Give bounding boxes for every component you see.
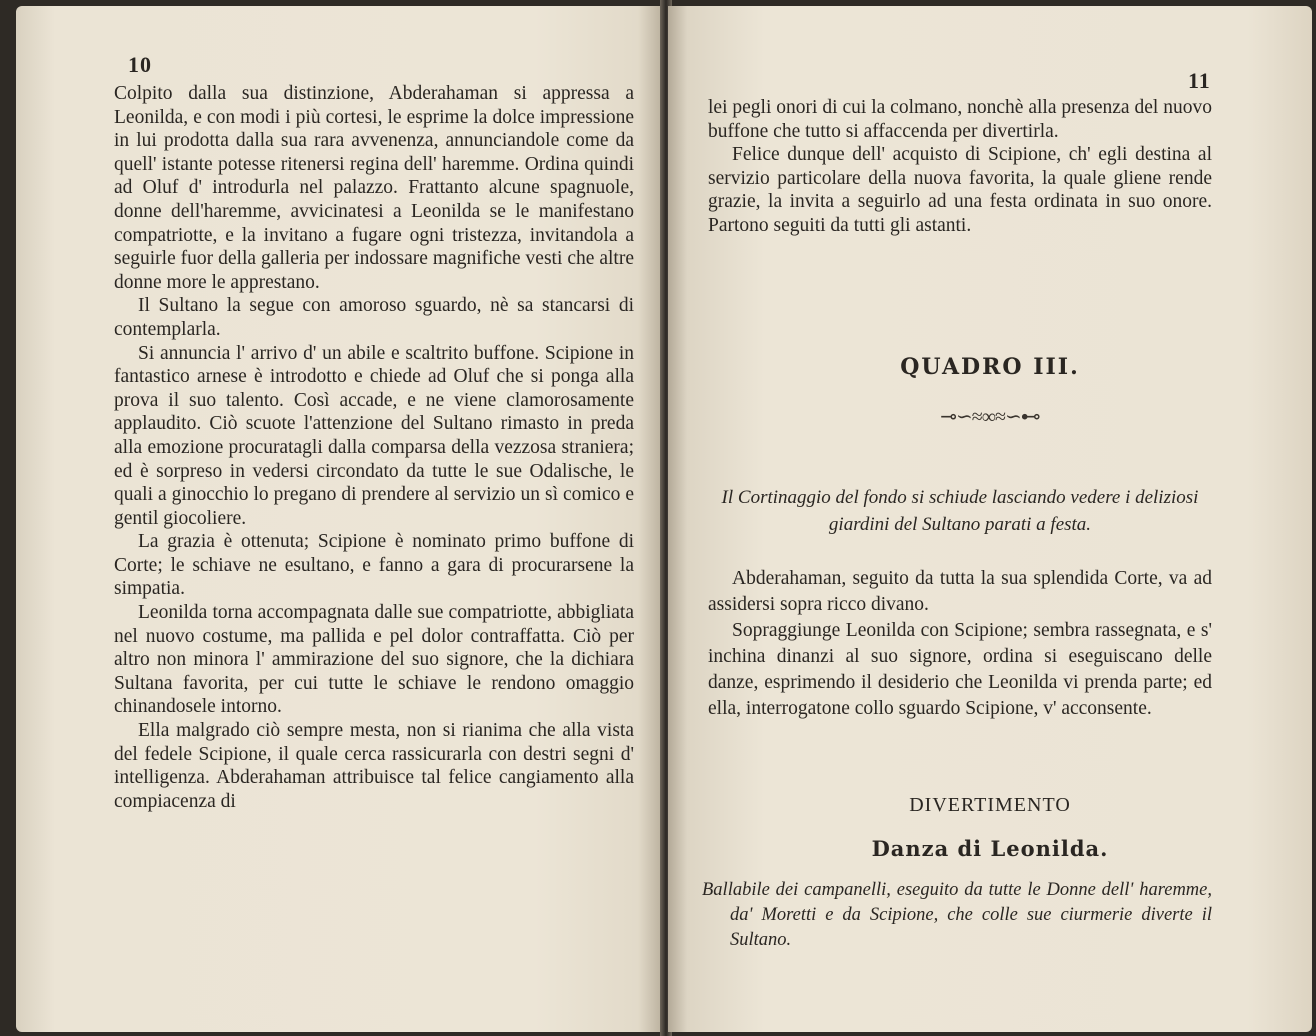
paragraph: Ballabile dei campanelli, eseguito da tutte le Donne dell' haremme, da' Moretti e da Scipione, che colle sue ciurmerie diverte il Sultano. (702, 880, 1212, 950)
left-page-text (114, 82, 634, 813)
paragraph: Il Sultano la segue con amoroso sguardo, nè sa stancarsi di contemplarla. (114, 295, 634, 340)
ballabile-description (702, 878, 1212, 953)
paragraph: Leonilda torna accompagnata dalle sue compatriotte, abbigliata nel nuovo costume, ma pallida e pel dolor contraffatta. Ciò per altro non minora l' ammirazione del suo signore, che la dichiara Sultana favorita, per cui tutte le schiave le rendono omaggio chinandosele intorno. (114, 602, 634, 718)
paragraph: La grazia è ottenuta; Scipione è nominato primo buffone di Corte; le schiave ne esultano, e fanno a gara di procurarsene la simpatia. (114, 531, 634, 600)
right-page-body-text (708, 566, 1212, 722)
danza-heading: Danza di Leonilda. (871, 836, 1109, 861)
page-number: 10 (128, 52, 152, 77)
stage-direction: Il Cortinaggio del fondo si schiude lasciando vedere i deliziosi giardini del Sultano parati a festa. (721, 487, 1199, 535)
left-page (16, 6, 664, 1032)
paragraph: lei pegli onori di cui la colmano, nonchè alla presenza del nuovo buffone che tutto si affaccenda per divertirla. (708, 97, 1212, 142)
section-title: QUADRO III. (900, 354, 1080, 380)
paragraph: Colpito dalla sua distinzione, Abderahaman si appressa a Leonilda, e con modi i più cortesi, le esprime la dolce impressione in lui prodotta dalla sua rara avvenenza, annunciandole come da quell' istante potesse ritenersi regina dell' haremme. Ordina quindi ad Oluf d' introdurla nel palazzo. Frattanto alcune spagnuole, donne dell'haremme, avvicinatesi a Leonilda se le manifestano compatriotte, e la invitano a fugare ogni tristezza, invitandola a seguirle fuor della galleria per indossare magnifiche vesti che altre donne more le apprestano. (114, 83, 634, 293)
right-page-top-text (708, 96, 1212, 238)
paragraph: Ella malgrado ciò sempre mesta, non si rianima che alla vista del fedele Scipione, il quale cerca rassicurarla con destri segni d' intelligenza. Abderahaman attribuisce tal felice cangiamento alla compiacenza di (114, 720, 634, 812)
paragraph: Sopraggiunge Leonilda con Scipione; sembra rassegnata, e s' inchina dinanzi al suo signore, ordina si eseguiscano delle danze, esprimendo il desiderio che Leonilda vi prenda parte; ed ella, interrogatone collo sguardo Scipione, v' acconsente. (708, 620, 1212, 719)
paragraph: Felice dunque dell' acquisto di Scipione, ch' egli destina al servizio particolare della nuova favorita, la quale gliene rende grazie, la invita a seguirlo ad una festa ordinata in suo onore. Partono seguiti da tutti gli astanti. (708, 144, 1212, 236)
ornament-divider: ⊸∽≈∞≈∽⊷ (940, 406, 1040, 428)
right-page (668, 6, 1312, 1032)
paragraph: Abderahaman, seguito da tutta la sua splendida Corte, va ad assidersi sopra ricco divano. (708, 568, 1212, 615)
paragraph: Si annuncia l' arrivo d' un abile e scaltrito buffone. Scipione in fantastico arnese è introdotto e chiede ad Oluf che si ponga alla prova il suo talento. Così accade, e ne viene clamorosamente applaudito. Ciò scuote l'attenzione del Sultano rimasto in preda alla emozione procuratagli dalla comparsa della vezzosa straniera; ed è sorpreso in vedersi circondato da tutte le sue Odalische, le quali a ginocchio lo pregano di prendere al servizio un sì comico e gentil giocoliere. (114, 342, 634, 529)
page-number: 11 (1188, 68, 1211, 93)
divertimento-heading: DIVERTIMENTO (909, 794, 1071, 816)
